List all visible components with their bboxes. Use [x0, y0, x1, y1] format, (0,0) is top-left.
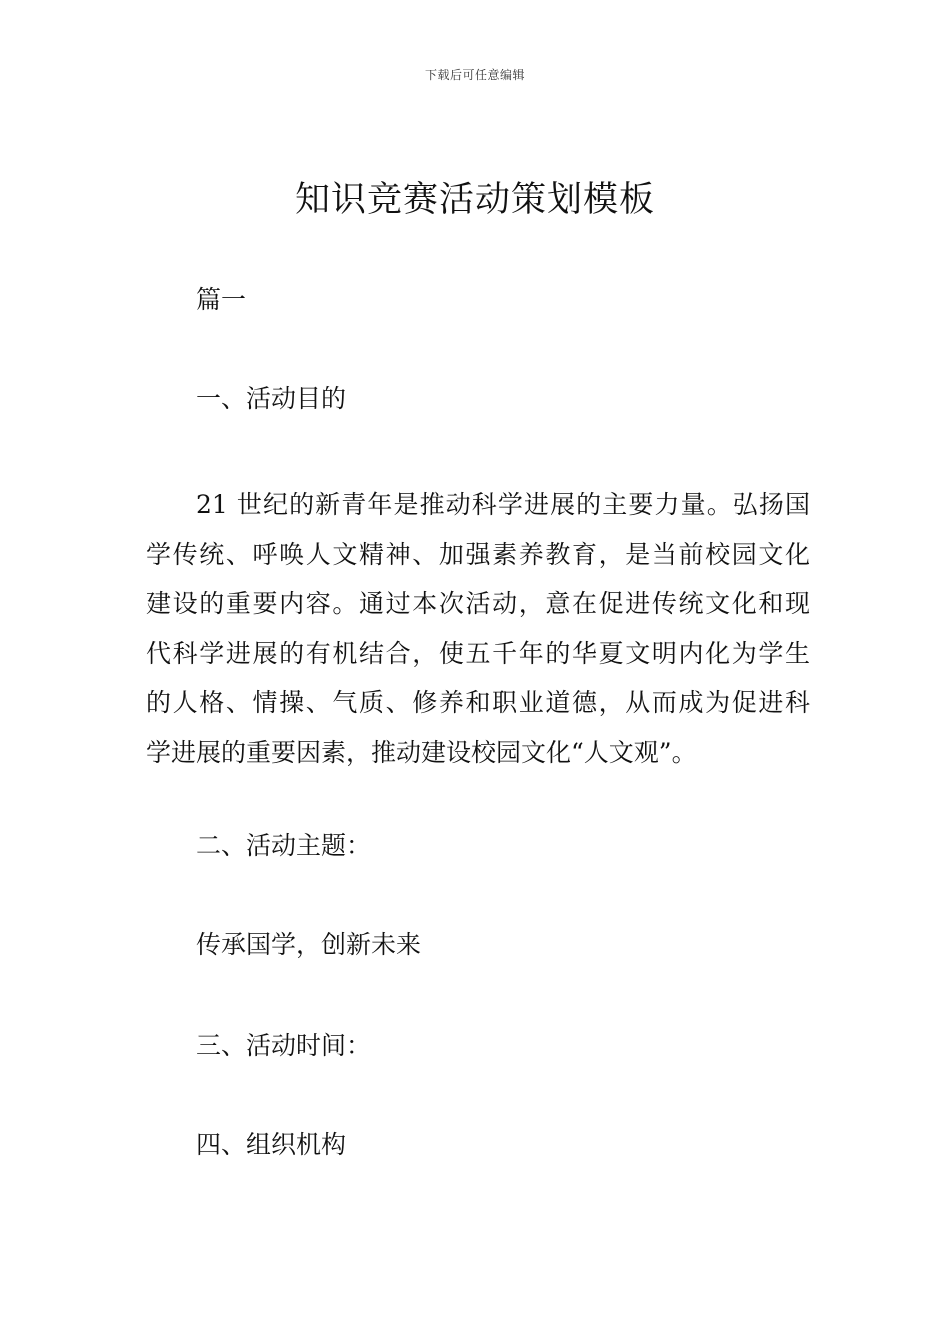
paragraph-line: 的人格、情操、气质、修养和职业道德，从而成为促进科	[146, 688, 810, 718]
section-heading-theme: 二、活动主题：	[196, 831, 372, 860]
section-heading-organization: 四、组织机构	[196, 1130, 347, 1159]
paragraph-line: 建设的重要内容。通过本次活动，意在促进传统文化和现	[146, 589, 810, 619]
part-label: 篇一	[196, 285, 247, 314]
section-heading-time: 三、活动时间：	[196, 1031, 372, 1060]
paragraph-line: 代科学进展的有机结合，使五千年的华夏文明内化为学生	[146, 638, 810, 668]
paragraph-line: 21 世纪的新青年是推动科学进展的主要力量。弘扬国	[196, 490, 810, 519]
section-heading-purpose: 一、活动目的	[196, 384, 347, 413]
paragraph-line: 学传统、呼唤人文精神、加强素养教育，是当前校园文化	[146, 539, 810, 569]
document-title: 知识竞赛活动策划模板	[294, 180, 655, 220]
paragraph-line: 学进展的重要因素，推动建设校园文化“人文观”。	[146, 737, 697, 767]
theme-content: 传承国学，创新未来	[196, 930, 422, 959]
page-header-note: 下载后可任意编辑	[424, 68, 525, 82]
purpose-paragraph	[146, 480, 810, 778]
